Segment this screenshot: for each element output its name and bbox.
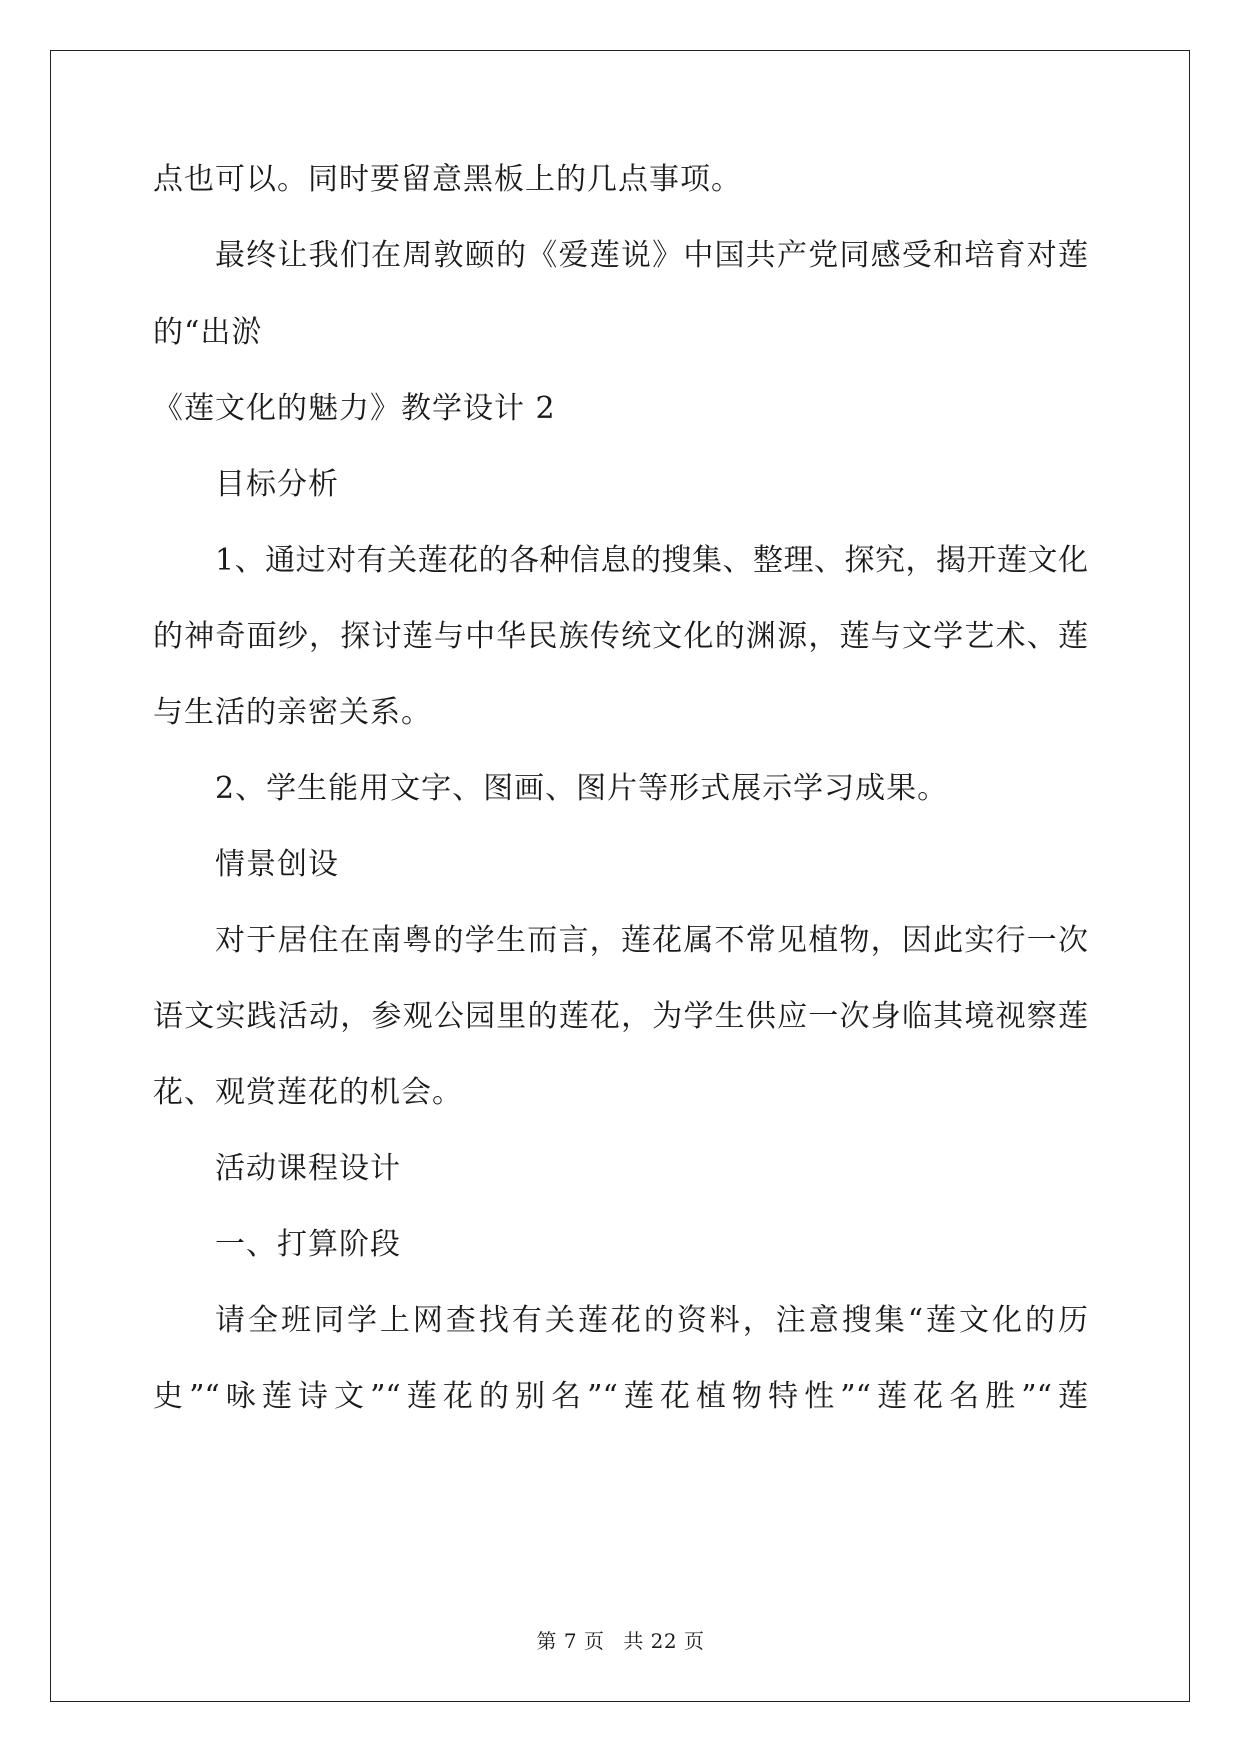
page-number: 第 7 页 <box>536 1629 605 1653</box>
heading: 活动课程设计 <box>215 1151 401 1186</box>
heading: 一、打算阶段 <box>215 1227 401 1262</box>
paragraph-line: 2、学生能用文字、图画、图片等形式展示学习成果。 <box>215 771 949 806</box>
page-footer <box>0 1628 1241 1654</box>
paragraph-line: 花、观赏莲花的机会。 <box>153 1075 463 1110</box>
paragraph-line: 的“出淤 <box>153 315 263 350</box>
paragraph-line: 最终让我们在周敦颐的《爱莲说》中国共产党同感受和培育对莲 <box>215 238 1088 273</box>
page-total: 共 22 页 <box>623 1629 705 1653</box>
heading: 情景创设 <box>215 847 339 882</box>
paragraph-line: 1、通过对有关莲花的各种信息的搜集、整理、探究，揭开莲文化 <box>215 543 1088 578</box>
paragraph-line: 的神奇面纱，探讨莲与中华民族传统文化的渊源，莲与文学艺术、莲 <box>153 619 1088 654</box>
section-title: 《莲文化的魅力》教学设计 2 <box>153 391 556 426</box>
paragraph-line: 对于居住在南粤的学生而言，莲花属不常见植物，因此实行一次 <box>215 923 1088 958</box>
paragraph-line: 点也可以。同时要留意黑板上的几点事项。 <box>153 162 742 197</box>
paragraph-line: 请全班同学上网查找有关莲花的资料，注意搜集“莲文化的历 <box>215 1303 1088 1338</box>
heading: 目标分析 <box>215 467 339 502</box>
paragraph-line: 与生活的亲密关系。 <box>153 695 432 730</box>
paragraph-line: 语文实践活动，参观公园里的莲花，为学生供应一次身临其境视察莲 <box>153 999 1088 1034</box>
paragraph-line: 史”“咏莲诗文”“莲花的别名”“莲花植物特性”“莲花名胜”“莲 <box>153 1379 1088 1414</box>
